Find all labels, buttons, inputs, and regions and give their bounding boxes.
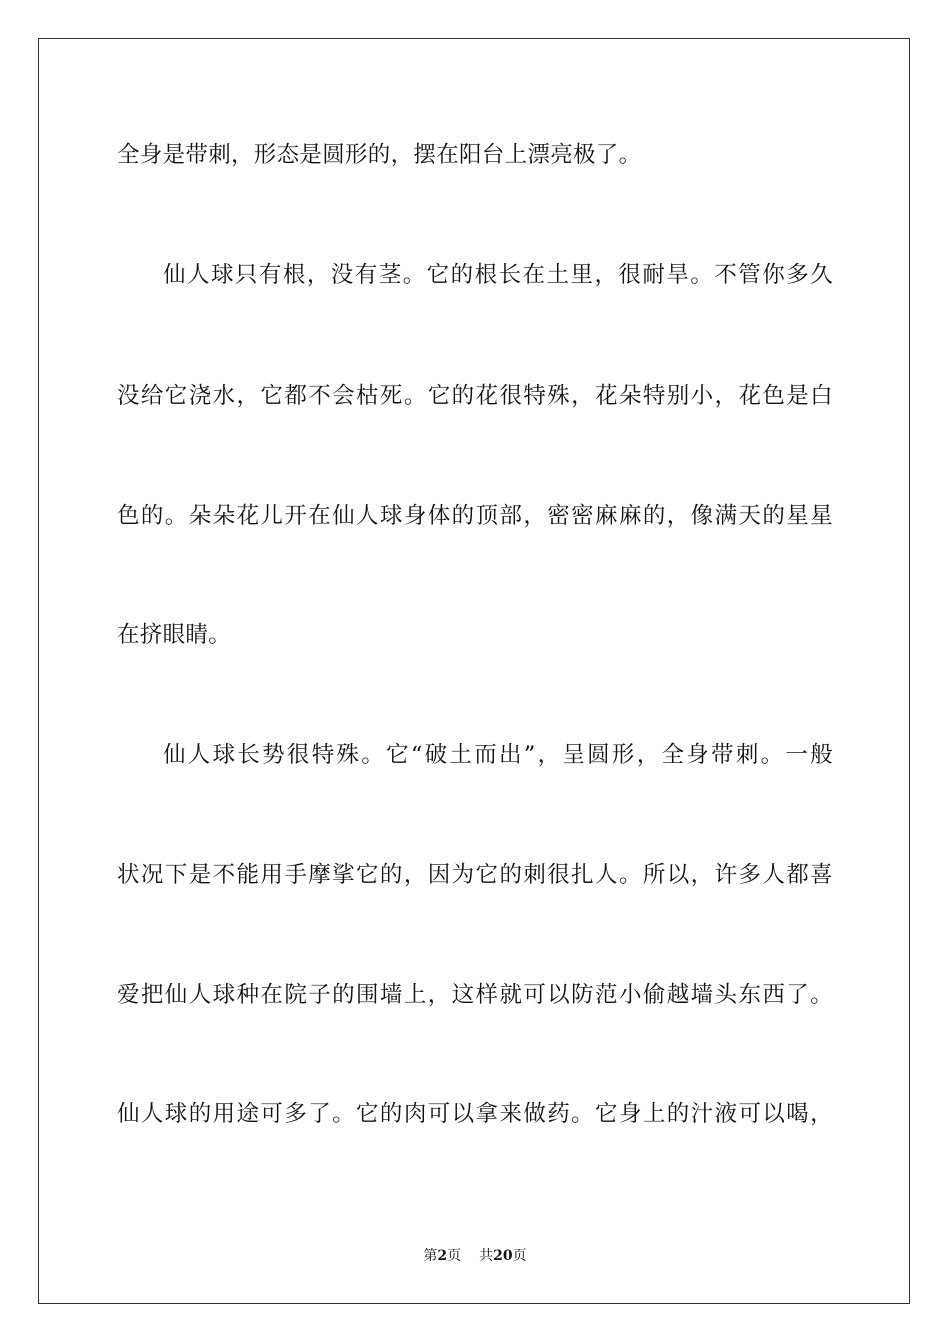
footer-page-total: 20 — [493, 1248, 513, 1264]
page-footer — [0, 1247, 950, 1265]
footer-page-unit: 页 — [447, 1248, 462, 1264]
text-line-6: 仙人球长势很特殊。它“破土而出”，呈圆形，全身带刺。一般 — [163, 742, 833, 768]
text-line-9: 仙人球的用途可多了。它的肉可以拿来做药。它身上的汁液可以喝， — [117, 1101, 833, 1127]
text-line-7: 状况下是不能用手摩挲它的，因为它的刺很扎人。所以，许多人都喜 — [117, 862, 833, 888]
text-line-1: 全身是带刺，形态是圆形的，摆在阳台上漂亮极了。 — [117, 142, 642, 168]
text-line-3: 没给它浇水，它都不会枯死。它的花很特殊，花朵特别小，花色是白 — [117, 383, 833, 409]
text-line-8: 爱把仙人球种在院子的围墙上，这样就可以防范小偷越墙头东西了。 — [117, 982, 833, 1008]
footer-page-prefix: 第 — [423, 1248, 438, 1264]
footer-total-unit: 页 — [512, 1248, 527, 1264]
footer-total-prefix: 共 — [479, 1248, 494, 1264]
footer-page-current: 2 — [437, 1248, 448, 1264]
text-line-2: 仙人球只有根，没有茎。它的根长在土里，很耐旱。不管你多久 — [163, 262, 833, 288]
text-line-5: 在挤眼睛。 — [117, 622, 232, 648]
text-line-4: 色的。朵朵花儿开在仙人球身体的顶部，密密麻麻的，像满天的星星 — [117, 503, 833, 529]
